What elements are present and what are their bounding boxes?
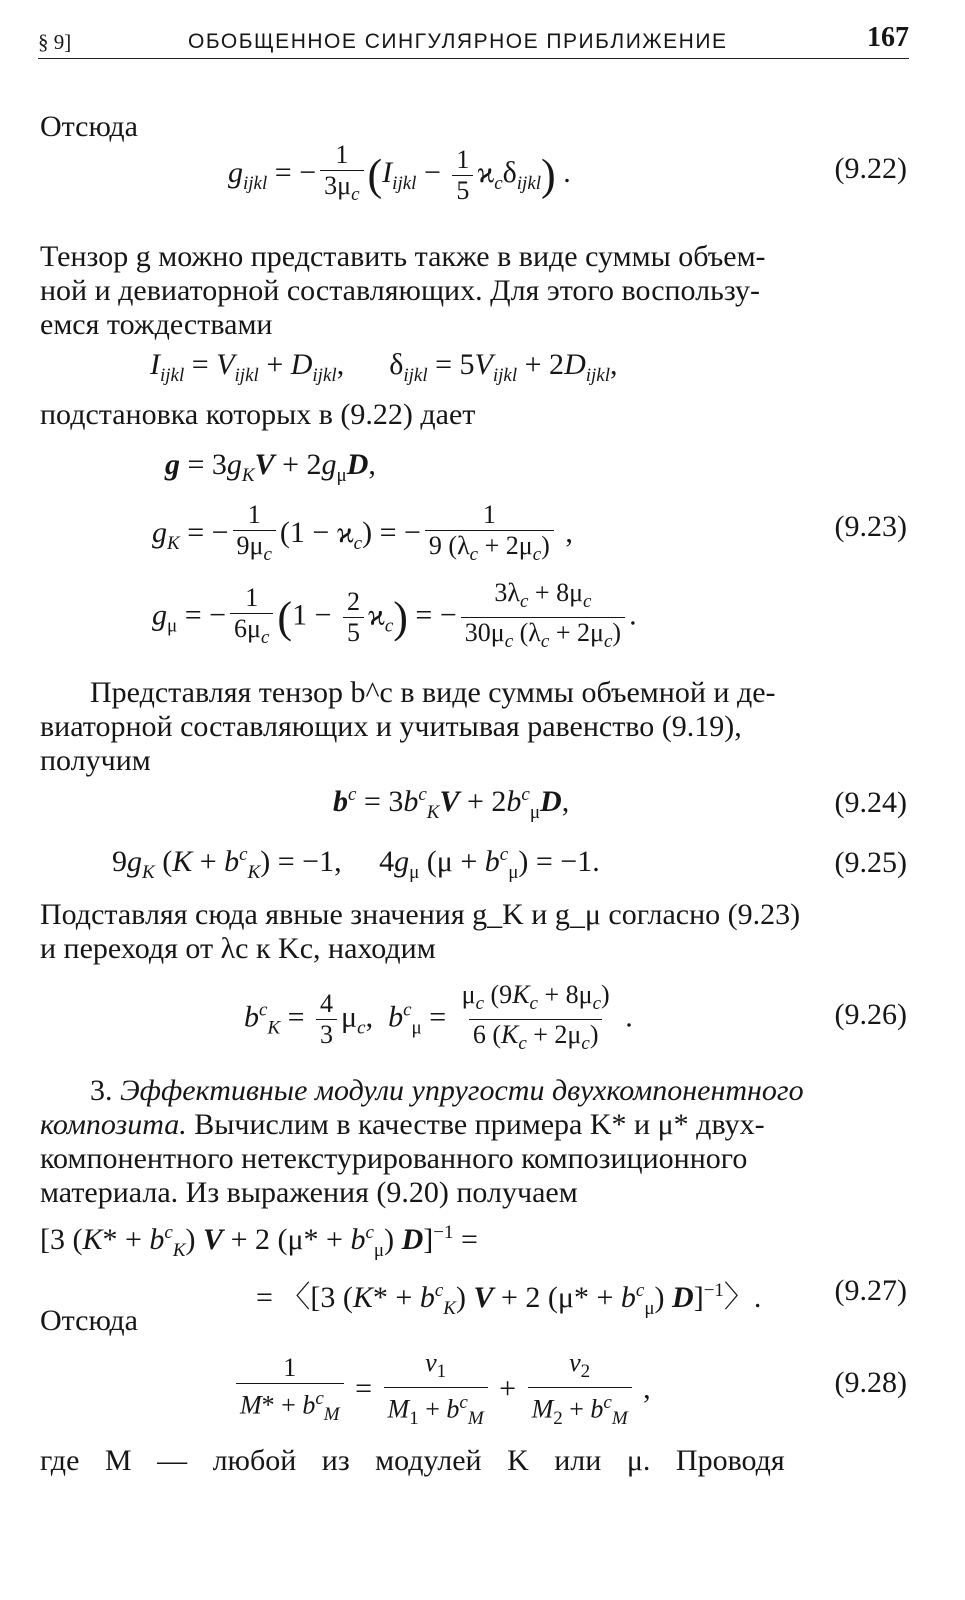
formula-9-27-line1: [3 $(K* + b^c_K)$ V + 2 $(\mu* + b^c_\mu)$ D]$^{-1}$ = xyxy=(40,1222,478,1261)
text-line: емся тождествами xyxy=(40,308,273,341)
equation-number: (9.27) xyxy=(834,1274,907,1307)
formula-9-23-gK: $g_K$ = − $\frac{1}{9\mu_c}$ $(1 - ϰ_c)$ = − $\frac{1}{9 (\lambda_c + 2\mu_c)}$ , xyxy=(152,500,573,570)
text-line: материала. Из выражения (9.20) получаем xyxy=(40,1176,578,1209)
running-title: ОБОБЩЕННОЕ СИНГУЛЯРНОЕ ПРИБЛИЖЕНИЕ xyxy=(188,30,728,53)
text-line: ной и девиаторной составляющих. Для этого воспользу- xyxy=(40,274,761,307)
paragraph-tensor-b xyxy=(40,676,908,778)
text-line: Представляя тензор b^c в виде суммы объемной и де- xyxy=(90,676,776,709)
text-line: получим xyxy=(40,744,151,777)
paragraph-otsyuda-1 xyxy=(40,110,908,144)
paragraph-section-3 xyxy=(40,1074,908,1210)
page-number: 167 xyxy=(867,22,909,53)
section-title: композита. xyxy=(40,1108,187,1141)
text-line: Отсюда xyxy=(40,110,138,143)
equation-number: (9.25) xyxy=(834,846,907,879)
text-line: подстановка которых в (9.22) дает xyxy=(40,398,476,431)
text-line: виаторной составляющих и учитывая равенство (9.19), xyxy=(40,710,742,743)
item-number: 3. xyxy=(90,1074,113,1107)
formula-9-28: $\frac{1}{M* + b^c_M}$ = $\frac{v_1}{M_1 + b^c_M}$ + $\frac{v_2}{M_2 + b^c_M}$ , xyxy=(232,1348,651,1434)
equation-number: (9.22) xyxy=(834,152,907,185)
text-line: Тензор g можно представить также в виде суммы объем- xyxy=(40,240,766,273)
text-line xyxy=(40,1108,908,1142)
text-line: где M — любой из модулей K или μ. Проводя xyxy=(40,1444,785,1477)
equation-number: (9.26) xyxy=(834,998,907,1031)
formula-9-24: $b^c = 3b^c_KV + 2b^c_\mu D$, xyxy=(333,784,570,823)
paragraph-last-line xyxy=(40,1444,908,1478)
formula-9-22: $g_{ijkl}$ = − $\frac{1}{3\mu_c}$ ($I_{ijkl}$ − $\frac{1}{5}$ $ϰ_c\delta_{ijkl}$) . xyxy=(228,140,571,210)
paragraph-substitution xyxy=(40,398,908,432)
section-marker: § 9] xyxy=(38,30,72,54)
text-line: и переходя от λc к Kc, находим xyxy=(40,932,436,965)
paragraph-tensor-g xyxy=(40,240,908,342)
equation-number: (9.23) xyxy=(834,510,907,543)
running-header xyxy=(38,16,909,59)
text-line-rest: Вычислим в качестве примера K* и μ* двух- xyxy=(194,1108,765,1141)
text-line xyxy=(40,1074,908,1108)
paragraph-otsyuda-2 xyxy=(40,1304,908,1338)
text-line: Подставляя сюда явные значения g_K и g_μ согласно (9.23) xyxy=(40,898,801,931)
formula-9-23-g: $g = 3g_KV + 2g_\mu D$, xyxy=(165,448,376,486)
text-line: компонентного нетекстурированного композиционного xyxy=(40,1142,748,1175)
formula-9-26: $b^c_K$ = $\frac{4}{3}$ $\mu_c$, $b^c_\mu$ = $\frac{\mu_c (9K_c + 8\mu_c)}{6 (K_c + 2\mu_c)}$ . xyxy=(244,980,633,1059)
formula-9-25: $9g_K$ $(K + b^c_K) = -1$, $4g_\mu$ $(\mu + b^c_\mu) = -1$. xyxy=(112,844,600,883)
text-line: Отсюда xyxy=(40,1304,138,1337)
formula-9-27-line2: = 〈[3 $(K* + b^c_K)$ V + 2 $(\mu* + b^c_\mu)$ D]$^{-1}$〉. xyxy=(256,1280,762,1319)
formula-9-23-gmu: $g_\mu$ = − $\frac{1}{6\mu_c}$ (1 − $\frac{2}{5}$ $ϰ_c$) = − $\frac{3\lambda_c + 8\mu_c}{30\mu_c (\lambda_c + 2\mu_c)}$ . xyxy=(152,578,637,657)
section-title: Эффективные модули упругости двухкомпонентного xyxy=(120,1074,804,1107)
formula-identities: $I_{ijkl} = V_{ijkl} + D_{ijkl}$, $\delta_{ijkl} = 5V_{ijkl} + 2D_{ijkl}$, xyxy=(150,348,618,386)
equation-number: (9.28) xyxy=(834,1366,907,1399)
equation-number: (9.24) xyxy=(834,786,907,819)
paragraph-substituting xyxy=(40,898,908,966)
